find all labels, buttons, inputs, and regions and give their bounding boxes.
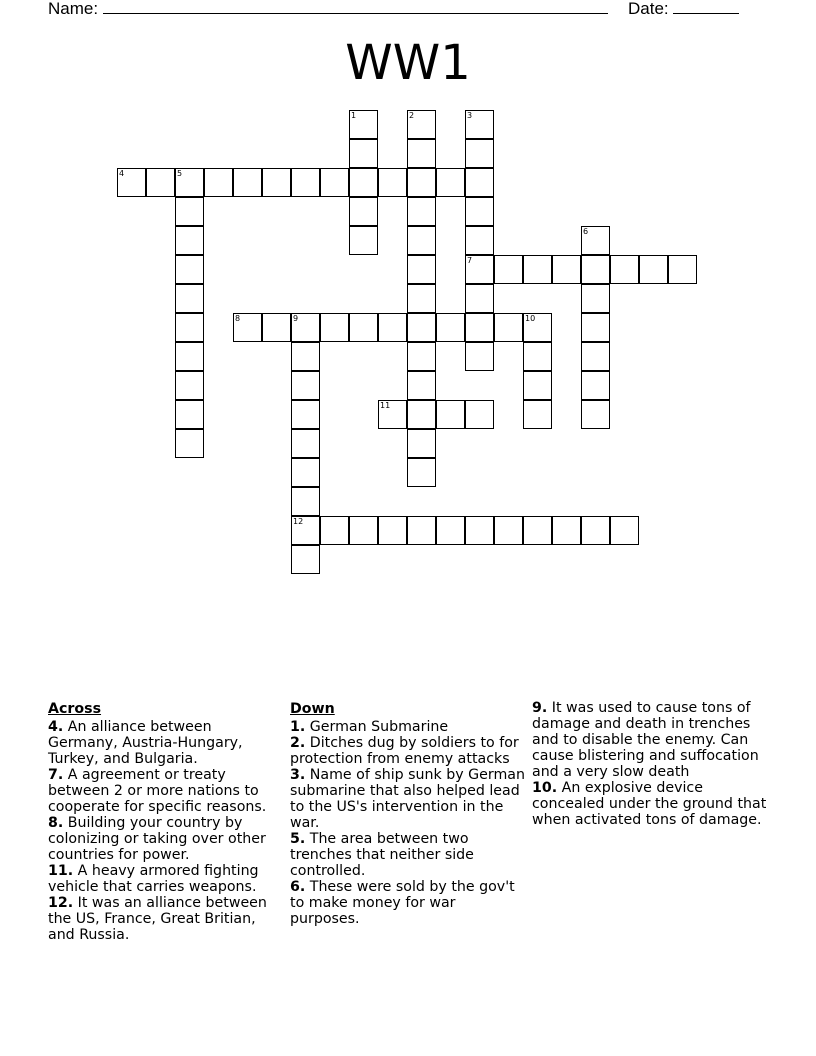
crossword-cell[interactable] [523, 400, 552, 429]
clue-item-number: 10. [532, 780, 558, 796]
crossword-cell[interactable] [175, 429, 204, 458]
clue-item [48, 895, 280, 943]
crossword-cell[interactable] [581, 284, 610, 313]
crossword-cell[interactable] [494, 516, 523, 545]
crossword-cell[interactable] [610, 255, 639, 284]
crossword-cell[interactable] [175, 342, 204, 371]
crossword-cell[interactable] [291, 458, 320, 487]
clue-item-text: These were sold by the gov't to make money for war purposes. [290, 879, 515, 927]
crossword-cell[interactable] [523, 342, 552, 371]
crossword-cell[interactable] [465, 342, 494, 371]
clue-item-text: Ditches dug by soldiers to for protection from enemy attacks [290, 735, 519, 767]
crossword-cell[interactable] [494, 255, 523, 284]
clue-item-number: 11. [48, 863, 74, 879]
crossword-cell[interactable] [552, 516, 581, 545]
clue-item-text: An alliance between Germany, Austria-Hungary, Turkey, and Bulgaria. [48, 719, 243, 767]
crossword-cell[interactable] [378, 168, 407, 197]
crossword-cell[interactable] [291, 168, 320, 197]
crossword-cell[interactable] [465, 516, 494, 545]
crossword-cell[interactable] [668, 255, 697, 284]
crossword-cell[interactable] [523, 255, 552, 284]
clue-number: 6 [583, 227, 589, 236]
crossword-cell[interactable] [465, 139, 494, 168]
crossword-cell[interactable] [349, 313, 378, 342]
clue-item-number: 5. [290, 831, 306, 847]
name-label: Name: [48, 0, 99, 18]
clue-item-text: A heavy armored fighting vehicle that carries weapons. [48, 863, 259, 895]
crossword-cell[interactable] [291, 342, 320, 371]
crossword-cell[interactable] [581, 371, 610, 400]
crossword-cell[interactable] [407, 197, 436, 226]
crossword-cell[interactable] [523, 371, 552, 400]
clue-item [532, 700, 772, 780]
crossword-cell[interactable] [204, 168, 233, 197]
crossword-cell[interactable] [291, 429, 320, 458]
crossword-cell[interactable] [349, 197, 378, 226]
crossword-cell[interactable] [407, 342, 436, 371]
date-label: Date: [628, 0, 669, 18]
clue-item-number: 7. [48, 767, 64, 783]
crossword-cell[interactable] [320, 516, 349, 545]
crossword-cell[interactable] [349, 226, 378, 255]
clue-item [48, 815, 280, 863]
clue-number: 4 [119, 169, 125, 178]
clue-item-number: 4. [48, 719, 64, 735]
clue-item-text: It was used to cause tons of damage and death in trenches and to disable the enemy. Can cause blistering and suffocation and a very slow death [532, 700, 759, 780]
crossword-cell[interactable] [494, 313, 523, 342]
clue-item [290, 879, 526, 927]
crossword-cell[interactable] [233, 313, 262, 342]
down-heading: Down [290, 701, 335, 717]
puzzle-title: WW1 [345, 35, 471, 91]
clue-item-text: It was an alliance between the US, France, Great Britian, and Russia. [48, 895, 267, 943]
clue-number: 3 [467, 111, 473, 120]
crossword-cell[interactable] [291, 400, 320, 429]
clue-item-number: 2. [290, 735, 306, 751]
crossword-cell[interactable] [407, 429, 436, 458]
clue-item-text: Name of ship sunk by German submarine that also helped lead to the US's intervention in the war. [290, 767, 525, 831]
crossword-cell[interactable] [465, 168, 494, 197]
crossword-cell[interactable] [436, 313, 465, 342]
clue-item-number: 1. [290, 719, 306, 735]
crossword-cell[interactable] [407, 255, 436, 284]
clue-number: 9 [293, 314, 299, 323]
crossword-cell[interactable] [523, 313, 552, 342]
crossword-cell[interactable] [407, 371, 436, 400]
across-clue-list [48, 719, 280, 943]
crossword-cell[interactable] [378, 400, 407, 429]
crossword-cell[interactable] [175, 168, 204, 197]
crossword-cell[interactable] [175, 255, 204, 284]
clue-item-number: 6. [290, 879, 306, 895]
clue-item-number: 12. [48, 895, 74, 911]
crossword-cell[interactable] [349, 168, 378, 197]
crossword-cell[interactable] [581, 226, 610, 255]
clue-number: 2 [409, 111, 415, 120]
clue-number: 5 [177, 169, 183, 178]
crossword-cell[interactable] [175, 284, 204, 313]
crossword-cell[interactable] [465, 284, 494, 313]
clue-number: 8 [235, 314, 241, 323]
crossword-cell[interactable] [465, 110, 494, 139]
crossword-cell[interactable] [465, 255, 494, 284]
clue-number: 10 [525, 314, 536, 323]
crossword-cell[interactable] [146, 168, 175, 197]
clue-item [290, 735, 526, 767]
crossword-cell[interactable] [639, 255, 668, 284]
down-clues-continued [532, 700, 772, 828]
crossword-cell[interactable] [175, 400, 204, 429]
crossword-cell[interactable] [581, 255, 610, 284]
crossword-cell[interactable] [349, 139, 378, 168]
down-clues [290, 700, 526, 927]
clue-number: 11 [380, 401, 391, 410]
clue-item [532, 780, 772, 828]
clue-item-text: An explosive device concealed under the ground that when activated tons of damage. [532, 780, 767, 828]
crossword-cell[interactable] [320, 168, 349, 197]
clue-item-number: 9. [532, 700, 548, 716]
clue-item [48, 767, 280, 815]
down-clue-list-continued [532, 700, 772, 828]
crossword-cell[interactable] [291, 371, 320, 400]
crossword-cell[interactable] [378, 516, 407, 545]
crossword-cell[interactable] [407, 226, 436, 255]
crossword-cell[interactable] [523, 516, 552, 545]
crossword-cell[interactable] [581, 342, 610, 371]
crossword-cell[interactable] [407, 168, 436, 197]
crossword-cell[interactable] [581, 313, 610, 342]
across-heading: Across [48, 701, 102, 717]
crossword-cell[interactable] [465, 313, 494, 342]
crossword-cell[interactable] [291, 545, 320, 574]
crossword-cell[interactable] [465, 197, 494, 226]
clue-item-text: German Submarine [305, 719, 449, 735]
crossword-cell[interactable] [407, 110, 436, 139]
clue-number: 1 [351, 111, 357, 120]
crossword-cell[interactable] [233, 168, 262, 197]
crossword-cell[interactable] [291, 313, 320, 342]
down-clue-list [290, 719, 526, 927]
crossword-cell[interactable] [291, 516, 320, 545]
crossword-cell[interactable] [436, 400, 465, 429]
crossword-cell[interactable] [581, 516, 610, 545]
clue-item-text: The area between two trenches that neither side controlled. [290, 831, 474, 879]
crossword-cell[interactable] [407, 458, 436, 487]
crossword-cell[interactable] [175, 197, 204, 226]
clue-item [290, 831, 526, 879]
crossword-cell[interactable] [610, 516, 639, 545]
crossword-cell[interactable] [465, 226, 494, 255]
across-clues [48, 700, 280, 943]
crossword-cell[interactable] [349, 110, 378, 139]
crossword-cell[interactable] [262, 313, 291, 342]
clue-item [48, 863, 280, 895]
crossword-cell[interactable] [407, 400, 436, 429]
crossword-cell[interactable] [378, 313, 407, 342]
crossword-cell[interactable] [320, 313, 349, 342]
crossword-cell[interactable] [175, 371, 204, 400]
clue-item [290, 719, 526, 735]
crossword-cell[interactable] [117, 168, 146, 197]
clue-item-text: A agreement or treaty between 2 or more nations to cooperate for specific reasons. [48, 767, 267, 815]
crossword-cell[interactable] [407, 139, 436, 168]
clue-item-number: 3. [290, 767, 306, 783]
crossword-cell[interactable] [581, 400, 610, 429]
clue-number: 12 [293, 517, 304, 526]
clue-item [290, 767, 526, 831]
crossword-cell[interactable] [436, 168, 465, 197]
clue-item-number: 8. [48, 815, 64, 831]
crossword-cell[interactable] [465, 400, 494, 429]
crossword-cell[interactable] [175, 226, 204, 255]
crossword-cell[interactable] [262, 168, 291, 197]
crossword-cell[interactable] [407, 516, 436, 545]
crossword-cell[interactable] [291, 487, 320, 516]
crossword-cell[interactable] [175, 313, 204, 342]
crossword-cell[interactable] [407, 313, 436, 342]
crossword-cell[interactable] [407, 284, 436, 313]
crossword-cell[interactable] [552, 255, 581, 284]
clue-item-text: Building your country by colonizing or taking over other countries for power. [48, 815, 266, 863]
crossword-cell[interactable] [436, 516, 465, 545]
crossword-cell[interactable] [349, 516, 378, 545]
clue-number: 7 [467, 256, 473, 265]
clue-item [48, 719, 280, 767]
